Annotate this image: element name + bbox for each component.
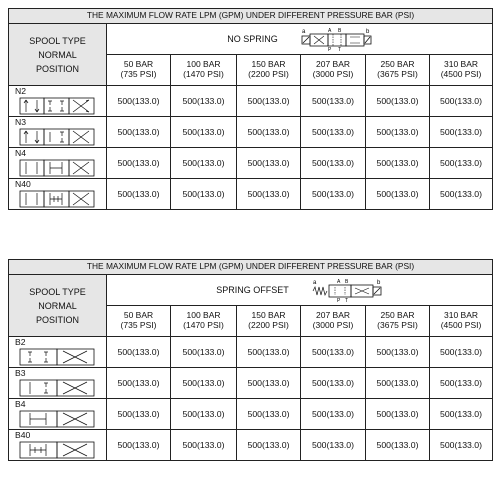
pressure-bar: 250 BAR [380, 310, 415, 321]
pressure-bar: 100 BAR [186, 59, 221, 70]
spool-name: B2 [15, 337, 26, 347]
table-title-row [9, 260, 493, 275]
symbol-letter-B: B [344, 279, 349, 285]
pressure-psi: (3675 PSI) [377, 320, 418, 330]
pressure-header [237, 55, 301, 86]
table-title-row [9, 9, 493, 24]
symbol-letter-b: b [376, 280, 381, 286]
spool-cell [9, 399, 107, 430]
pressure-psi: (3000 PSI) [312, 320, 354, 330]
pressure-header [171, 306, 237, 337]
table-row [9, 368, 493, 399]
pressure-bar: 310 BAR [444, 59, 479, 70]
no-spring-valve-symbol-icon [300, 26, 372, 52]
flow-value-cell: 500(133.0) [107, 117, 171, 148]
symbol-letter-P: P [336, 298, 341, 303]
group-header-row [9, 275, 493, 306]
pressure-psi: (3000 PSI) [312, 69, 354, 79]
spool-name: B4 [15, 399, 26, 409]
table-row [9, 148, 493, 179]
spool-header-line: NORMAL [38, 300, 77, 311]
flow-value-cell: 500(133.0) [301, 86, 366, 117]
pressure-header [301, 55, 366, 86]
pressure-header [366, 306, 430, 337]
pressure-psi: (3675 PSI) [377, 69, 418, 79]
flow-value-cell: 500(133.0) [366, 148, 430, 179]
group-header [107, 275, 493, 306]
spool-type-header [9, 275, 107, 337]
spool-cell [9, 86, 107, 117]
flow-value-cell: 500(133.0) [171, 430, 237, 461]
flow-value-cell: 500(133.0) [107, 399, 171, 430]
spring-offset-valve-symbol-icon [311, 277, 383, 303]
spool-name: B3 [15, 368, 26, 378]
flow-value-cell: 500(133.0) [237, 179, 301, 210]
pressure-header [430, 306, 493, 337]
flow-value-cell: 500(133.0) [171, 337, 237, 368]
flow-value-cell: 500(133.0) [430, 430, 493, 461]
spool-header-line: NORMAL [38, 49, 77, 60]
flow-rate-table-no-spring [8, 8, 493, 210]
symbol-letter-T: T [344, 298, 348, 303]
pressure-bar: 150 BAR [251, 310, 286, 321]
table-row [9, 430, 493, 461]
flow-value-cell: 500(133.0) [430, 117, 493, 148]
table-row [9, 86, 493, 117]
spool-cell [9, 368, 107, 399]
flow-value-cell: 500(133.0) [171, 368, 237, 399]
spool-cell [9, 179, 107, 210]
flow-value-cell: 500(133.0) [107, 337, 171, 368]
flow-value-cell: 500(133.0) [366, 368, 430, 399]
symbol-letter-T: T [337, 47, 341, 52]
pressure-bar: 100 BAR [186, 310, 221, 321]
flow-value-cell: 500(133.0) [301, 179, 366, 210]
pressure-header [430, 55, 493, 86]
pressure-header [301, 306, 366, 337]
symbol-letter-P: P [327, 47, 332, 52]
pressure-psi: (4500 PSI) [440, 69, 482, 79]
spool-b3-symbol-icon [19, 379, 95, 397]
symbol-letter-A: A [336, 279, 341, 285]
flow-value-cell: 500(133.0) [237, 86, 301, 117]
table-row [9, 179, 493, 210]
flow-value-cell: 500(133.0) [301, 399, 366, 430]
spool-name: N40 [15, 179, 31, 189]
pressure-psi: (1470 PSI) [183, 320, 224, 330]
pressure-psi: (2200 PSI) [248, 69, 289, 79]
table-row [9, 117, 493, 148]
flow-value-cell: 500(133.0) [107, 368, 171, 399]
flow-value-cell: 500(133.0) [366, 337, 430, 368]
flow-value-cell: 500(133.0) [107, 179, 171, 210]
flow-value-cell: 500(133.0) [366, 179, 430, 210]
flow-value-cell: 500(133.0) [171, 117, 237, 148]
spool-n2-symbol-icon [19, 97, 95, 115]
group-label: SPRING OFFSET [216, 284, 289, 295]
pressure-psi: (4500 PSI) [440, 320, 482, 330]
spool-cell [9, 337, 107, 368]
flow-value-cell: 500(133.0) [301, 117, 366, 148]
group-header-row [9, 24, 493, 55]
flow-value-cell: 500(133.0) [237, 368, 301, 399]
symbol-letter-b: b [365, 29, 370, 35]
pressure-bar: 50 BAR [123, 310, 154, 321]
flow-value-cell: 500(133.0) [107, 148, 171, 179]
pressure-header [237, 306, 301, 337]
table-title: THE MAXIMUM FLOW RATE LPM (GPM) UNDER DIFFERENT PRESSURE BAR (PSI) [9, 260, 493, 275]
flow-value-cell: 500(133.0) [430, 86, 493, 117]
flow-value-cell: 500(133.0) [366, 117, 430, 148]
flow-value-cell: 500(133.0) [301, 368, 366, 399]
flow-value-cell: 500(133.0) [366, 430, 430, 461]
pressure-psi: (735 PSI) [120, 320, 157, 330]
table-title: THE MAXIMUM FLOW RATE LPM (GPM) UNDER DIFFERENT PRESSURE BAR (PSI) [9, 9, 493, 24]
pressure-psi: (735 PSI) [120, 69, 157, 79]
pressure-bar: 50 BAR [123, 59, 154, 70]
pressure-psi: (2200 PSI) [248, 320, 289, 330]
group-label: NO SPRING [227, 33, 278, 44]
flow-value-cell: 500(133.0) [171, 148, 237, 179]
pressure-bar: 207 BAR [315, 310, 351, 321]
flow-value-cell: 500(133.0) [301, 337, 366, 368]
symbol-letter-B: B [337, 28, 342, 34]
spool-b4-symbol-icon [19, 410, 95, 428]
flow-value-cell: 500(133.0) [301, 148, 366, 179]
flow-value-cell: 500(133.0) [237, 337, 301, 368]
pressure-psi: (1470 PSI) [183, 69, 224, 79]
pressure-header [107, 55, 171, 86]
flow-value-cell: 500(133.0) [107, 430, 171, 461]
spool-n3-symbol-icon [19, 128, 95, 146]
flow-value-cell: 500(133.0) [171, 86, 237, 117]
symbol-letter-A: A [327, 28, 332, 34]
group-header [107, 24, 493, 55]
flow-value-cell: 500(133.0) [301, 430, 366, 461]
spool-b2-symbol-icon [19, 348, 95, 366]
spool-n40-symbol-icon [19, 190, 95, 208]
table-row [9, 399, 493, 430]
flow-value-cell: 500(133.0) [366, 399, 430, 430]
pressure-bar: 207 BAR [315, 59, 351, 70]
spool-name: N4 [15, 148, 26, 158]
flow-rate-table-spring-offset [8, 259, 493, 461]
pressure-header [171, 55, 237, 86]
spool-header-line: POSITION [35, 314, 79, 325]
flow-value-cell: 500(133.0) [366, 86, 430, 117]
spool-name: N3 [15, 117, 26, 127]
spool-type-header [9, 24, 107, 86]
flow-value-cell: 500(133.0) [430, 368, 493, 399]
flow-value-cell: 500(133.0) [430, 179, 493, 210]
spool-header-line: SPOOL TYPE [29, 286, 86, 297]
spool-cell [9, 148, 107, 179]
flow-value-cell: 500(133.0) [237, 148, 301, 179]
pressure-header [366, 55, 430, 86]
pressure-bar: 150 BAR [251, 59, 286, 70]
flow-value-cell: 500(133.0) [237, 430, 301, 461]
spool-name: B40 [15, 430, 31, 440]
symbol-letter-a: a [312, 280, 317, 286]
symbol-letter-a: a [301, 29, 306, 35]
flow-value-cell: 500(133.0) [171, 179, 237, 210]
spool-b40-symbol-icon [19, 441, 95, 459]
spool-cell [9, 117, 107, 148]
table-row [9, 337, 493, 368]
spool-n4-symbol-icon [19, 159, 95, 177]
pressure-bar: 250 BAR [380, 59, 415, 70]
flow-value-cell: 500(133.0) [430, 148, 493, 179]
pressure-bar: 310 BAR [444, 310, 479, 321]
spool-cell [9, 430, 107, 461]
flow-value-cell: 500(133.0) [107, 86, 171, 117]
spool-name: N2 [15, 86, 26, 96]
pressure-header [107, 306, 171, 337]
flow-value-cell: 500(133.0) [237, 399, 301, 430]
flow-value-cell: 500(133.0) [171, 399, 237, 430]
spool-header-line: POSITION [35, 63, 79, 74]
flow-value-cell: 500(133.0) [430, 337, 493, 368]
spool-header-line: SPOOL TYPE [29, 35, 86, 46]
flow-value-cell: 500(133.0) [237, 117, 301, 148]
flow-value-cell: 500(133.0) [430, 399, 493, 430]
